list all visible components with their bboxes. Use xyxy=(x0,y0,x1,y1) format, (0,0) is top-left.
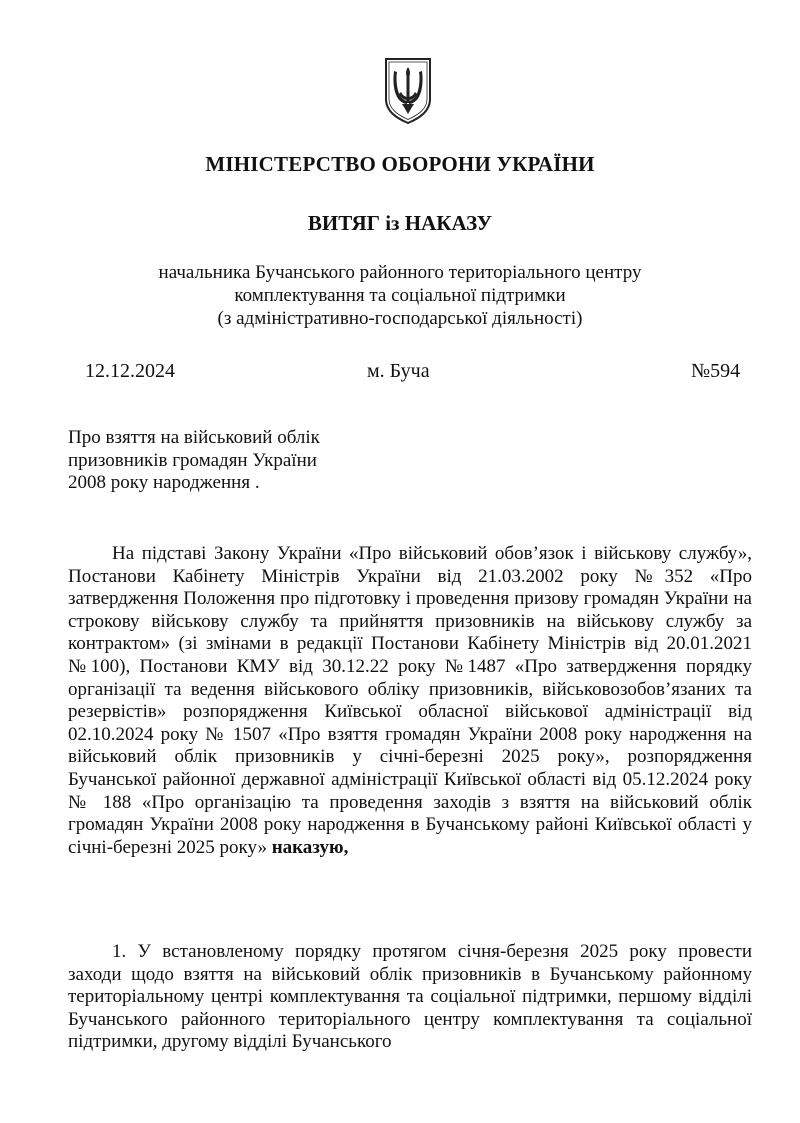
issuer-line: комплектування та соціальної підтримки xyxy=(234,285,566,306)
subject-line: 2008 року народження . xyxy=(68,472,260,493)
subject-line: призовників громадян України xyxy=(68,449,317,471)
order-number: №594 xyxy=(691,360,741,382)
order-keyword: наказую, xyxy=(271,836,349,858)
subject-line: Про взяття на військовий облік xyxy=(68,427,320,448)
order-place: м. Буча xyxy=(367,360,430,382)
preamble-text: На підставі Закону України «Про військовий обов’язок і військову службу», Постанови Кабінету Міністрів України від 21.03.2002 року №352 «Про затвердження Положення про підготовку і проведення призову громадян України на строкову військову службу та прийняття призовників на військову службу за контрактом» (зі змінами в редакції Постанови Кабінету Міністрів від 20.01.2021 №100), Постанови КМУ від 30.12.22 року №1487 «Про затвердження порядку організації та ведення військового обліку призовників, військовозобов’язаних та резервістів» розпорядження Київської обласної військової адміністрації від 02.10.2024 року № 1507 «Про взяття громадян України 2008 року народження на військовий облік призовників у січні-березні 2025 року», розпорядження Бучанської районної державної адміністрації Київської області від 05.12.2024 року № 188 «Про організацію та проведення заходів з взяття на військовий облік громадян України 2008 року народження в Бучанському районі Київської області у січні-березні 2025 року» xyxy=(68,543,752,858)
issuer-line: начальника Бучанського районного територіального центру xyxy=(158,262,642,283)
preamble-paragraph xyxy=(68,543,752,859)
order-date: 12.12.2024 xyxy=(85,360,175,382)
order-item-text: 1. У встановленому порядку протягом січня-березня 2025 року провести заходи щодо взяття на військовий облік призовників в Бучанському районному територіальному центрі комплектування та соціальної підтримки, першому відділі Бучанського районного територіального центру комплектування та соціальної підтримки, другому відділі Бучанського xyxy=(68,941,752,1053)
ministry-title: МІНІСТЕРСТВО ОБОРОНИ УКРАЇНИ xyxy=(205,152,595,176)
document-type-heading: ВИТЯГ із НАКАЗУ xyxy=(307,211,493,235)
issuer-line: (з адміністративно-господарської діяльності) xyxy=(217,308,583,329)
order-item-1 xyxy=(68,941,752,1054)
trident-emblem xyxy=(383,57,433,125)
order-subject xyxy=(68,427,388,495)
issuer-block xyxy=(0,261,800,330)
